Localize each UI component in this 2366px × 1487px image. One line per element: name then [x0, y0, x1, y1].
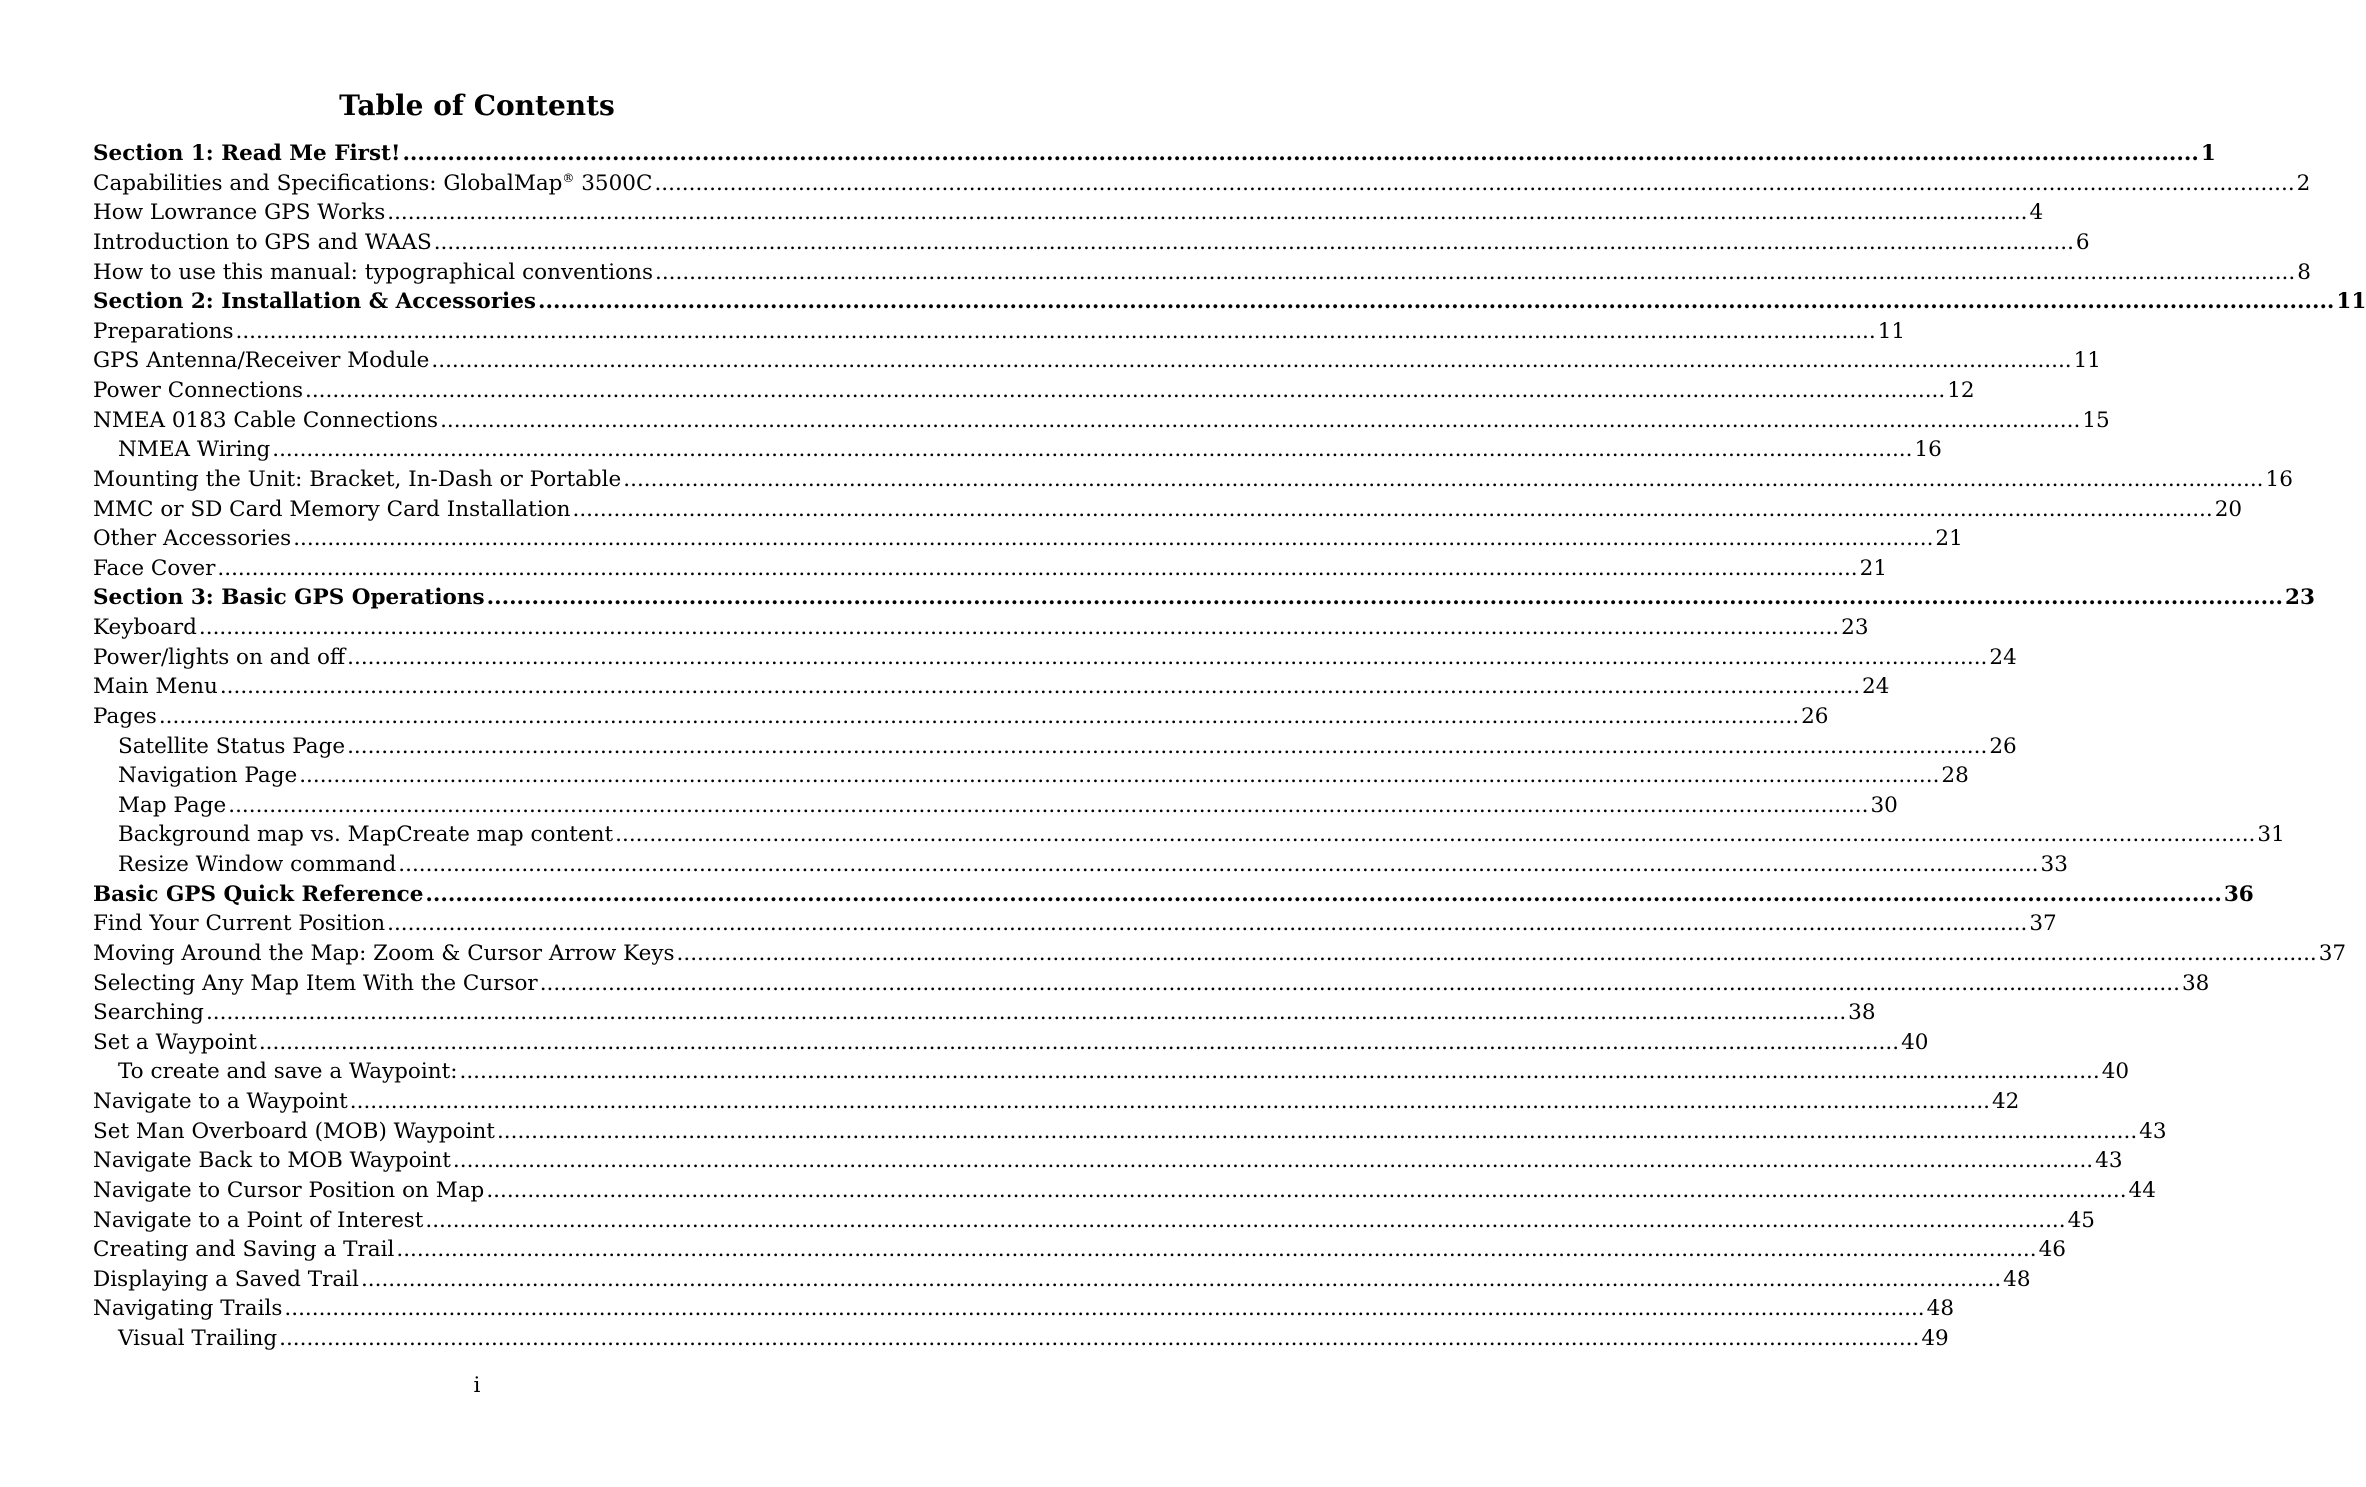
- toc-entry-label: [93, 258, 653, 288]
- toc-entry: [93, 761, 1969, 791]
- toc-dot-leader: ................................................................................................................................................................................................................................................: [615, 822, 2256, 848]
- toc-entry: [93, 909, 2057, 939]
- toc-entry-label-text: GPS Antenna/Receiver Module: [93, 348, 430, 374]
- toc-entry: [93, 613, 1869, 643]
- toc-entry-label: [93, 1146, 451, 1176]
- toc-dot-leader: ................................................................................................................................................................................................................................................: [347, 644, 1988, 670]
- toc-entry-label: [93, 169, 652, 199]
- toc-page-number: 37: [2318, 940, 2347, 966]
- toc-entry: [93, 169, 2311, 199]
- registered-mark: ®: [562, 170, 575, 185]
- toc-entry-label: [93, 672, 218, 702]
- toc-entry-label-text: Introduction to GPS and WAAS: [93, 229, 432, 255]
- toc-page-number: 31: [2257, 822, 2285, 848]
- toc-page-number: 30: [1870, 792, 1898, 818]
- toc-page-number: 26: [1989, 733, 2017, 759]
- toc-page-number: 24: [1989, 644, 2017, 670]
- toc-page-number: 46: [2038, 1237, 2066, 1263]
- toc-dot-leader: ................................................................................................................................................................................................................................................: [360, 1266, 2002, 1292]
- toc-entry-label-text: Moving Around the Map: Zoom & Cursor Arrow Keys: [93, 940, 675, 966]
- toc-entry: [93, 1265, 2031, 1295]
- toc-dot-leader: ................................................................................................................................................................................................................................................: [459, 1059, 2100, 1085]
- toc-dot-leader: ................................................................................................................................................................................................................................................: [198, 615, 1840, 640]
- toc-entry: [93, 228, 2090, 258]
- toc-dot-leader: ................................................................................................................................................................................................................................................: [217, 555, 1858, 581]
- toc-entry-label: [93, 376, 303, 406]
- toc-entry: [93, 939, 2347, 969]
- toc-entry-label-text: Navigating Trails: [93, 1296, 283, 1322]
- toc-dot-leader: ................................................................................................................................................................................................................................................: [655, 259, 2296, 285]
- toc-page-number: 6: [2075, 229, 2090, 255]
- toc-entry: [93, 791, 1898, 821]
- toc-entry-label: [93, 465, 621, 495]
- toc-entry-label: [93, 495, 571, 525]
- toc-page-number: 28: [1941, 763, 1969, 789]
- toc-entry-label: [93, 346, 429, 376]
- toc-entry-label-text: Visual Trailing: [118, 1326, 278, 1351]
- toc-dot-leader: ................................................................................................................................................................................................................................................: [279, 1326, 1920, 1351]
- toc-entry-label-text: Searching: [93, 1000, 204, 1026]
- toc-entry-label: [118, 820, 613, 850]
- toc-page-number: 26: [1801, 703, 1829, 729]
- toc-page-number: 11: [2336, 289, 2366, 315]
- toc-page-number: 4: [2029, 200, 2044, 226]
- toc-dot-leader: ................................................................................................................................................................................................................................................: [347, 733, 1988, 759]
- toc-entry: [93, 820, 2285, 850]
- toc-dot-leader: ................................................................................................................................................................................................................................................: [387, 911, 2028, 937]
- toc-entry-label: [93, 228, 432, 258]
- toc-dot-leader: ................................................................................................................................................................................................................................................: [431, 348, 2072, 374]
- toc-entry-label-text: Navigation Page: [118, 763, 298, 789]
- toc-entry-label-text: NMEA Wiring: [118, 437, 271, 463]
- toc-dot-leader: ................................................................................................................................................................................................................................................: [623, 466, 2264, 492]
- toc-entry-label: [93, 909, 385, 939]
- toc-dot-leader: ................................................................................................................................................................................................................................................: [496, 1118, 2138, 1144]
- toc-entry: [93, 643, 2017, 673]
- toc-entry: [93, 1028, 1929, 1058]
- toc-dot-leader: ................................................................................................................................................................................................................................................: [284, 1296, 1925, 1322]
- toc-entry: [93, 435, 1942, 465]
- toc-dot-leader: ................................................................................................................................................................................................................................................: [654, 170, 2295, 196]
- toc-page-number: 33: [2040, 852, 2068, 877]
- toc-entry: [93, 998, 1876, 1028]
- toc-page-number: 36: [2223, 881, 2254, 907]
- toc-entry-label: [93, 317, 234, 347]
- toc-entry-label-text: Other Accessories: [93, 526, 292, 552]
- toc-entry-label-text: Power/lights on and off: [93, 644, 346, 670]
- toc-entry: [93, 346, 2101, 376]
- toc-page-number: 21: [1859, 555, 1887, 581]
- toc-entry-label: [93, 583, 485, 613]
- toc-entry-label-text: Keyboard: [93, 615, 197, 640]
- toc-dot-leader: ................................................................................................................................................................................................................................................: [235, 318, 1876, 344]
- toc-entry: [93, 969, 2210, 999]
- toc-page-number: 23: [1841, 615, 1869, 640]
- toc-entry: [93, 465, 2293, 495]
- page-title: Table of Contents: [339, 89, 615, 122]
- toc-entry-label-text: Capabilities and Specifications: GlobalMap: [93, 170, 563, 196]
- toc-dot-leader: ................................................................................................................................................................................................................................................: [433, 229, 2074, 255]
- toc-entry: [93, 1206, 2095, 1236]
- toc-dot-leader: ................................................................................................................................................................................................................................................: [440, 407, 2081, 433]
- toc-entry-label: [118, 1057, 458, 1087]
- toc-entry: [93, 672, 1890, 702]
- toc-entry-label: [93, 643, 345, 673]
- toc-dot-leader: ................................................................................................................................................................................................................................................: [402, 141, 2199, 166]
- toc-entry: [93, 317, 1906, 347]
- toc-entry-label-text: Navigate to Cursor Position on Map: [93, 1177, 485, 1203]
- toc-dot-leader: ................................................................................................................................................................................................................................................: [304, 378, 1946, 403]
- toc-page-number: 2: [2296, 170, 2311, 196]
- toc-page-number: 16: [1914, 437, 1942, 463]
- toc-entry: [93, 139, 2216, 169]
- toc-page-number: 40: [1901, 1029, 1929, 1055]
- toc-entry: [93, 198, 2044, 228]
- toc-entry-label-text: Satellite Status Page: [118, 733, 346, 759]
- toc-entry: [93, 258, 2311, 288]
- toc-dot-leader: ................................................................................................................................................................................................................................................: [486, 585, 2284, 611]
- toc-entry-label: [93, 524, 291, 554]
- toc-page-number: 11: [1877, 318, 1906, 344]
- toc-dot-leader: ................................................................................................................................................................................................................................................: [396, 1237, 2037, 1263]
- toc-dot-leader: ................................................................................................................................................................................................................................................: [258, 1029, 1900, 1055]
- toc-entry-label-text: Creating and Saving a Trail: [93, 1237, 395, 1263]
- toc-entry-label-text: Pages: [93, 703, 157, 729]
- toc-entry-label: [93, 702, 157, 732]
- toc-page-number: 38: [2181, 970, 2210, 996]
- toc-page-number: 40: [2101, 1059, 2130, 1085]
- toc-page-number: 24: [1862, 674, 1890, 700]
- toc-entry-label-text: Face Cover: [93, 555, 216, 581]
- toc-entry-label: [93, 287, 536, 317]
- toc-entry-label: [118, 850, 396, 880]
- toc-entry-label-text: To create and save a Waypoint:: [118, 1059, 458, 1085]
- toc-entry-label-suffix: 3500C: [574, 170, 653, 196]
- toc-entry-label-text: Main Menu: [93, 674, 218, 700]
- toc-page-number: 44: [2128, 1177, 2156, 1203]
- toc-dot-leader: ................................................................................................................................................................................................................................................: [387, 200, 2028, 226]
- toc-dot-leader: ................................................................................................................................................................................................................................................: [452, 1148, 2094, 1174]
- toc-page-number: 42: [1992, 1089, 2020, 1114]
- toc-entry: [93, 406, 2110, 436]
- toc-entry: [93, 850, 2068, 880]
- toc-entry-label-text: Map Page: [118, 792, 227, 818]
- toc-entry-label: [118, 791, 226, 821]
- toc-entry-label: [118, 1324, 277, 1354]
- toc-entry: [93, 1057, 2130, 1087]
- toc-page-number: 20: [2214, 496, 2243, 522]
- toc-page-number: 11: [2073, 348, 2101, 374]
- toc-dot-leader: ................................................................................................................................................................................................................................................: [272, 437, 1913, 463]
- toc-entry: [93, 287, 2366, 317]
- page-number: i: [473, 1373, 481, 1398]
- toc-entry-label-text: Mounting the Unit: Bracket, In-Dash or Portable: [93, 466, 622, 492]
- toc-entry-label: [93, 1235, 394, 1265]
- toc-entry-label: [93, 969, 538, 999]
- toc-entry-label-text: Basic GPS Quick Reference: [93, 881, 424, 907]
- toc-entry-label: [118, 435, 270, 465]
- toc-entry-label-text: Set a Waypoint: [93, 1029, 257, 1055]
- toc-entry-label: [93, 1176, 484, 1206]
- toc-entry-label: [93, 1206, 423, 1236]
- toc-page-number: 12: [1947, 378, 1975, 403]
- toc-page-number: 21: [1935, 526, 1963, 552]
- toc-entry-label: [93, 406, 438, 436]
- toc-entry: [93, 495, 2243, 525]
- toc-entry-label-text: Set Man Overboard (MOB) Waypoint: [93, 1118, 495, 1144]
- toc-entry-label-text: Find Your Current Position: [93, 911, 386, 937]
- toc-entry-label: [93, 613, 197, 643]
- toc-dot-leader: ................................................................................................................................................................................................................................................: [228, 792, 1869, 818]
- toc-entry-label-text: How to use this manual: typographical conventions: [93, 259, 653, 285]
- toc-dot-leader: ................................................................................................................................................................................................................................................: [205, 1000, 1847, 1026]
- toc-entry: [93, 583, 2315, 613]
- toc-entry-label: [118, 732, 345, 762]
- toc-page-number: 38: [1848, 1000, 1876, 1026]
- toc-entry-label-text: MMC or SD Card Memory Card Installation: [93, 496, 571, 522]
- toc-page-number: 8: [2297, 259, 2311, 285]
- toc-entry-label: [93, 554, 215, 584]
- toc-page-number: 23: [2285, 585, 2315, 611]
- toc-entry: [93, 1176, 2156, 1206]
- toc-entry: [93, 702, 1829, 732]
- toc-entry-label: [93, 998, 204, 1028]
- toc-list: [93, 139, 2366, 1354]
- toc-entry: [93, 880, 2254, 910]
- toc-entry-label-text: Section 1: Read Me First!: [93, 141, 401, 166]
- toc-dot-leader: ................................................................................................................................................................................................................................................: [425, 1207, 2066, 1233]
- toc-entry-label-text: Displaying a Saved Trail: [93, 1266, 359, 1292]
- toc-dot-leader: ................................................................................................................................................................................................................................................: [572, 496, 2213, 522]
- toc-entry-label-text: Navigate Back to MOB Waypoint: [93, 1148, 451, 1174]
- toc-entry-label: [93, 939, 675, 969]
- toc-entry-label-text: How Lowrance GPS Works: [93, 200, 386, 226]
- toc-dot-leader: ................................................................................................................................................................................................................................................: [486, 1177, 2127, 1203]
- toc-entry-label-text: Preparations: [93, 318, 234, 344]
- toc-entry-label: [93, 1028, 257, 1058]
- toc-entry-label: [93, 139, 400, 169]
- toc-entry: [93, 524, 1963, 554]
- toc-entry-label-text: Power Connections: [93, 378, 303, 403]
- toc-entry: [93, 1235, 2066, 1265]
- toc-page-number: 43: [2139, 1118, 2167, 1144]
- toc-entry: [93, 1117, 2167, 1147]
- toc-dot-leader: ................................................................................................................................................................................................................................................: [539, 970, 2180, 996]
- toc-dot-leader: ................................................................................................................................................................................................................................................: [398, 852, 2039, 877]
- toc-page-number: 15: [2082, 407, 2110, 433]
- toc-dot-leader: ................................................................................................................................................................................................................................................: [349, 1089, 1990, 1114]
- toc-entry: [93, 1087, 2020, 1117]
- toc-page-number: 16: [2265, 466, 2293, 492]
- toc-entry-label-text: Section 2: Installation & Accessories: [93, 289, 536, 315]
- toc-entry-label: [93, 1265, 359, 1295]
- toc-page-number: 45: [2067, 1207, 2095, 1233]
- toc-entry: [93, 732, 2017, 762]
- toc-entry-label-text: Section 3: Basic GPS Operations: [93, 585, 485, 611]
- toc-entry-label-text: Navigate to a Point of Interest: [93, 1207, 424, 1233]
- toc-dot-leader: ................................................................................................................................................................................................................................................: [425, 881, 2222, 907]
- toc-entry: [93, 1294, 1954, 1324]
- toc-dot-leader: ................................................................................................................................................................................................................................................: [293, 526, 1934, 552]
- toc-page-number: 37: [2029, 911, 2057, 937]
- toc-page-number: 48: [1926, 1296, 1954, 1322]
- toc-dot-leader: ................................................................................................................................................................................................................................................: [537, 289, 2335, 315]
- toc-entry: [93, 554, 1887, 584]
- toc-entry-label-text: NMEA 0183 Cable Connections: [93, 407, 439, 433]
- toc-entry-label: [93, 880, 423, 910]
- toc-dot-leader: ................................................................................................................................................................................................................................................: [676, 940, 2317, 966]
- toc-entry-label-text: Resize Window command: [118, 852, 397, 877]
- toc-entry-label: [93, 1117, 495, 1147]
- toc-entry-label-text: Navigate to a Waypoint: [93, 1089, 348, 1114]
- toc-dot-leader: ................................................................................................................................................................................................................................................: [158, 703, 1800, 729]
- toc-entry-label-text: Selecting Any Map Item With the Cursor: [93, 970, 538, 996]
- toc-page-number: 43: [2095, 1148, 2123, 1174]
- toc-entry-label: [93, 1294, 282, 1324]
- toc-dot-leader: ................................................................................................................................................................................................................................................: [299, 763, 1940, 789]
- toc-entry: [93, 1146, 2123, 1176]
- toc-page-number: 49: [1921, 1326, 1949, 1351]
- toc-entry-label: [118, 761, 297, 791]
- toc-entry-label-text: Background map vs. MapCreate map content: [118, 822, 614, 848]
- toc-entry: [93, 376, 1975, 406]
- toc-page-number: 1: [2200, 141, 2216, 166]
- toc-dot-leader: ................................................................................................................................................................................................................................................: [219, 674, 1861, 700]
- toc-entry-label: [93, 198, 385, 228]
- toc-entry-label: [93, 1087, 348, 1117]
- toc-page-number: 48: [2003, 1266, 2031, 1292]
- toc-entry: [93, 1324, 1949, 1354]
